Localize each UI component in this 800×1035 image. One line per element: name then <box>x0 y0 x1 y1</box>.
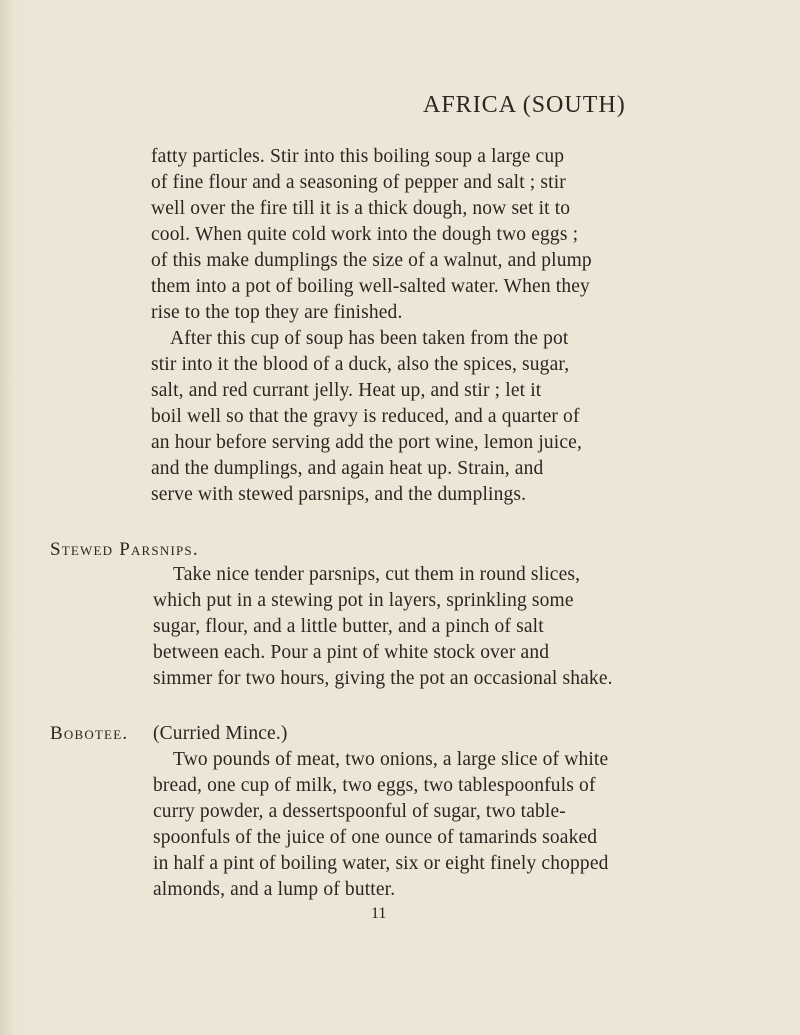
text-line: salt, and red currant jelly. Heat up, and stir ; let it <box>151 380 542 401</box>
recipe-heading-bobotee: Bobotee. <box>50 723 129 744</box>
text-line: boil well so that the gravy is reduced, and a quarter of <box>151 406 580 427</box>
recipe-subtitle: (Curried Mince.) <box>153 723 288 744</box>
text-line: which put in a stewing pot in layers, sprinkling some <box>153 590 574 611</box>
text-line: of fine flour and a seasoning of pepper and salt ; stir <box>151 172 566 193</box>
text-line: well over the fire till it is a thick dough, now set it to <box>151 198 571 219</box>
text-line: Take nice tender parsnips, cut them in round slices, <box>173 564 581 585</box>
text-line: rise to the top they are finished. <box>151 302 403 323</box>
text-line: of this make dumplings the size of a walnut, and plump <box>151 250 592 271</box>
running-head: AFRICA (SOUTH) <box>423 92 626 118</box>
text-line: bread, one cup of milk, two eggs, two tablespoonfuls of <box>153 775 596 796</box>
text-line: them into a pot of boiling well-salted water. When they <box>151 276 590 297</box>
page-number: 11 <box>371 905 387 922</box>
text-line: spoonfuls of the juice of one ounce of tamarinds soaked <box>153 827 598 848</box>
text-line: After this cup of soup has been taken from the pot <box>170 328 569 349</box>
text-line: simmer for two hours, giving the pot an occasional shake. <box>153 668 613 689</box>
text-line: Two pounds of meat, two onions, a large slice of white <box>173 749 609 770</box>
text-line: in half a pint of boiling water, six or eight finely chopped <box>153 853 609 874</box>
text-line: stir into it the blood of a duck, also the spices, sugar, <box>151 354 570 375</box>
text-line: fatty particles. Stir into this boiling soup a large cup <box>151 146 565 167</box>
text-line: cool. When quite cold work into the dough two eggs ; <box>151 224 579 245</box>
text-line: sugar, flour, and a little butter, and a pinch of salt <box>153 616 544 637</box>
text-line: almonds, and a lump of butter. <box>153 879 396 900</box>
text-line: between each. Pour a pint of white stock over and <box>153 642 550 663</box>
text-line: serve with stewed parsnips, and the dumplings. <box>151 484 527 505</box>
text-line: curry powder, a dessertspoonful of sugar, two table- <box>153 801 566 822</box>
text-line: and the dumplings, and again heat up. Strain, and <box>151 458 544 479</box>
text-line: an hour before serving add the port wine, lemon juice, <box>151 432 583 453</box>
recipe-heading-stewed-parsnips: Stewed Parsnips. <box>50 539 199 560</box>
